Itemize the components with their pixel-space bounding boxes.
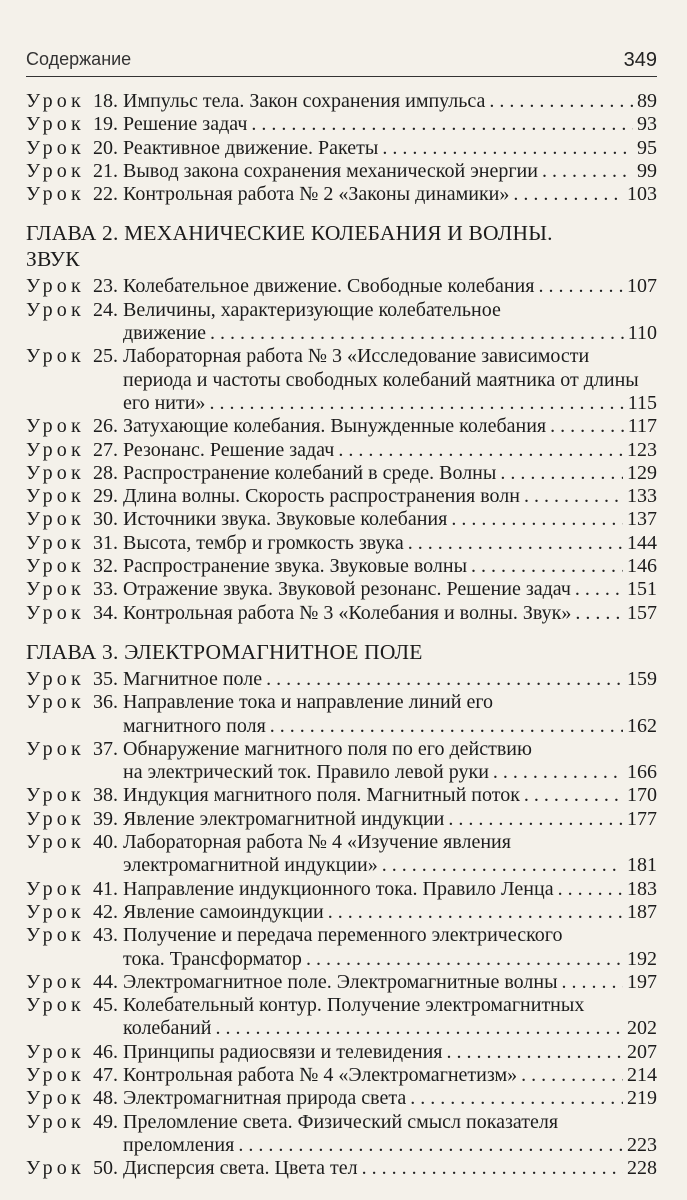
- lesson-page-number: 146: [627, 555, 657, 578]
- lesson-number: 36.: [93, 691, 118, 714]
- lesson-page-number: 123: [627, 438, 657, 461]
- lesson-number: 45.: [93, 994, 118, 1017]
- lesson-title-line: Контрольная работа № 3 «Колебания и волны. Звук»: [123, 601, 572, 624]
- toc-entry[interactable]: [26, 137, 657, 160]
- lesson-page-number: 89: [637, 90, 657, 112]
- lesson-page-number: 223: [627, 1133, 657, 1156]
- lesson-title-line: Направление тока и направление линий его: [123, 691, 494, 714]
- lesson-label: Урок: [26, 578, 85, 601]
- lesson-title-line: Высота, тембр и громкость звука: [123, 531, 404, 554]
- lesson-label: Урок: [26, 183, 85, 206]
- toc-entry[interactable]: [26, 90, 657, 113]
- dot-leader: [251, 113, 633, 136]
- lesson-page-number: 117: [627, 415, 657, 438]
- toc-entry[interactable]: [26, 668, 657, 691]
- lesson-number: 30.: [93, 508, 118, 531]
- lesson-title-line: Электромагнитное поле. Электромагнитные волны: [123, 970, 558, 993]
- lesson-page-number: 192: [627, 947, 657, 970]
- lesson-page-number: 129: [627, 461, 657, 484]
- dot-leader: [306, 948, 623, 971]
- toc-entry[interactable]: [26, 555, 657, 578]
- lesson-label: Урок: [26, 994, 85, 1017]
- lesson-label: Урок: [26, 485, 85, 508]
- toc-entry[interactable]: [26, 602, 657, 625]
- lesson-title-line: Длина волны. Скорость распространения волн: [123, 485, 520, 508]
- lesson-title-line: Магнитное поле: [123, 667, 263, 690]
- toc-entry[interactable]: [26, 971, 657, 994]
- dot-leader: [575, 602, 623, 625]
- dot-leader: [493, 761, 623, 784]
- lesson-number: 47.: [93, 1063, 118, 1086]
- lesson-number: 28.: [93, 461, 118, 484]
- toc-entry[interactable]: [26, 738, 657, 785]
- lesson-title-line: Получение и передача переменного электрического: [123, 924, 563, 947]
- lesson-number: 34.: [93, 601, 118, 624]
- lesson-label: Урок: [26, 900, 85, 923]
- toc-entry[interactable]: [26, 691, 657, 738]
- lesson-number: 50.: [93, 1157, 118, 1180]
- toc-entry[interactable]: [26, 994, 657, 1041]
- lesson-page-number: 151: [627, 578, 657, 601]
- lesson-page-number: 137: [627, 508, 657, 531]
- lesson-title-line: преломления: [123, 1133, 235, 1156]
- toc-entry[interactable]: [26, 1111, 657, 1158]
- lesson-page-number: 166: [627, 761, 657, 784]
- lesson-title-line: электромагнитной индукции»: [123, 854, 378, 877]
- toc-entry[interactable]: [26, 160, 657, 183]
- lesson-label: Урок: [26, 691, 85, 714]
- lesson-number: 32.: [93, 555, 118, 578]
- lesson-page-number: 207: [627, 1040, 657, 1063]
- lesson-page-number: 187: [627, 900, 657, 923]
- dot-leader: [215, 1017, 623, 1040]
- toc-entry[interactable]: [26, 1041, 657, 1064]
- lesson-number: 23.: [93, 275, 118, 298]
- lesson-page-number: 202: [627, 1017, 657, 1040]
- toc-entry[interactable]: [26, 113, 657, 136]
- dot-leader: [542, 160, 633, 183]
- dot-leader: [210, 322, 624, 345]
- lesson-number: 37.: [93, 737, 118, 760]
- lesson-label: Урок: [26, 737, 85, 760]
- lesson-label: Урок: [26, 298, 85, 321]
- lesson-title-line: движение: [123, 322, 207, 345]
- dot-leader: [500, 462, 623, 485]
- lesson-title-line: Лабораторная работа № 3 «Исследование зависимости: [123, 345, 590, 368]
- section-title: Содержание: [26, 49, 132, 69]
- lesson-label: Урок: [26, 438, 85, 461]
- lesson-page-number: 144: [627, 531, 657, 554]
- chapter-heading-line: ГЛАВА 3. ЭЛЕКТРОМАГНИТНОЕ ПОЛЕ: [26, 639, 423, 664]
- lesson-title-line: Распространение колебаний в среде. Волны: [123, 461, 497, 484]
- lesson-title-line: Индукция магнитного поля. Магнитный поток: [123, 784, 520, 807]
- chapter-heading: [26, 220, 657, 272]
- lesson-title-line: Принципы радиосвязи и телевидения: [123, 1040, 443, 1063]
- lesson-number: 25.: [93, 345, 118, 368]
- lesson-title-line: тока. Трансформатор: [123, 947, 302, 970]
- toc-entry[interactable]: [26, 1064, 657, 1087]
- lesson-title-line: Дисперсия света. Цвета тел: [123, 1157, 358, 1180]
- lesson-page-number: 177: [627, 807, 657, 830]
- lesson-number: 41.: [93, 877, 118, 900]
- table-of-contents: [26, 90, 657, 1180]
- lesson-label: Урок: [26, 159, 85, 182]
- lesson-page-number: 110: [627, 322, 657, 345]
- lesson-title-line: Направление индукционного тока. Правило Ленца: [123, 877, 554, 900]
- lesson-label: Урок: [26, 415, 85, 438]
- dot-leader: [538, 275, 623, 298]
- lesson-number: 40.: [93, 831, 118, 854]
- lesson-label: Урок: [26, 1157, 85, 1180]
- dot-leader: [209, 392, 623, 415]
- lesson-title-line: Колебательный контур. Получение электромагнитных: [123, 994, 585, 1017]
- toc-entry[interactable]: [26, 1087, 657, 1110]
- lesson-label: Урок: [26, 1040, 85, 1063]
- toc-entry[interactable]: [26, 485, 657, 508]
- lesson-page-number: 228: [627, 1157, 657, 1180]
- lesson-page-number: 103: [627, 183, 657, 206]
- lesson-title-line: Источники звука. Звуковые колебания: [123, 508, 448, 531]
- lesson-label: Урок: [26, 807, 85, 830]
- toc-entry[interactable]: [26, 1157, 657, 1180]
- lesson-title-line: Решение задач: [123, 113, 248, 136]
- running-header: [26, 48, 657, 77]
- lesson-page-number: 99: [637, 159, 657, 182]
- toc-entry[interactable]: [26, 901, 657, 924]
- lesson-label: Урок: [26, 601, 85, 624]
- lesson-label: Урок: [26, 970, 85, 993]
- lesson-title-line: магнитного поля: [123, 714, 266, 737]
- lesson-title-line: Контрольная работа № 4 «Электромагнетизм»: [123, 1063, 518, 1086]
- lesson-title-line: Лабораторная работа № 4 «Изучение явления: [123, 831, 511, 854]
- lesson-page-number: 181: [627, 854, 657, 877]
- lesson-title-line: Отражение звука. Звуковой резонанс. Решение задач: [123, 578, 571, 601]
- lesson-title-line: Вывод закона сохранения механической энергии: [123, 159, 538, 182]
- toc-entry[interactable]: [26, 784, 657, 807]
- lesson-title-line: Импульс тела. Закон сохранения импульса: [123, 90, 486, 112]
- lesson-page-number: 170: [627, 784, 657, 807]
- lesson-number: 33.: [93, 578, 118, 601]
- lesson-label: Урок: [26, 275, 85, 298]
- lesson-number: 38.: [93, 784, 118, 807]
- lesson-label: Урок: [26, 1087, 85, 1110]
- lesson-number: 26.: [93, 415, 118, 438]
- lesson-title-line: Контрольная работа № 2 «Законы динамики»: [123, 183, 510, 206]
- lesson-number: 42.: [93, 900, 118, 923]
- toc-entry[interactable]: [26, 508, 657, 531]
- lesson-title-line: Электромагнитная природа света: [123, 1087, 407, 1110]
- lesson-label: Урок: [26, 784, 85, 807]
- lesson-title-line: периода и частоты свободных колебаний маятника от длины: [123, 368, 639, 391]
- lesson-title-line: Обнаружение магнитного поля по его действию: [123, 737, 532, 760]
- lesson-page-number: 162: [627, 714, 657, 737]
- lesson-number: 35.: [93, 667, 118, 690]
- lesson-label: Урок: [26, 924, 85, 947]
- dot-leader: [471, 555, 623, 578]
- toc-entry[interactable]: [26, 831, 657, 878]
- lesson-number: 29.: [93, 485, 118, 508]
- lesson-label: Урок: [26, 531, 85, 554]
- dot-leader: [575, 578, 623, 601]
- toc-entry[interactable]: [26, 532, 657, 555]
- lesson-number: 46.: [93, 1040, 118, 1063]
- lesson-number: 31.: [93, 531, 118, 554]
- dot-leader: [489, 90, 633, 113]
- lesson-page-number: 133: [627, 485, 657, 508]
- lesson-page-number: 107: [627, 275, 657, 298]
- dot-leader: [362, 1157, 623, 1180]
- dot-leader: [270, 715, 623, 738]
- lesson-number: 49.: [93, 1110, 118, 1133]
- dot-leader: [266, 668, 623, 691]
- lesson-page-number: 95: [637, 136, 657, 159]
- toc-entry[interactable]: [26, 183, 657, 206]
- lesson-page-number: 219: [627, 1087, 657, 1110]
- lesson-label: Урок: [26, 667, 85, 690]
- dot-leader: [382, 137, 633, 160]
- lesson-label: Урок: [26, 461, 85, 484]
- chapter-heading: [26, 639, 657, 665]
- chapter-heading-line: ЗВУК: [26, 247, 80, 272]
- lesson-label: Урок: [26, 555, 85, 578]
- lesson-label: Урок: [26, 113, 85, 136]
- lesson-title-line: колебаний: [123, 1017, 212, 1040]
- lesson-label: Урок: [26, 345, 85, 368]
- lesson-label: Урок: [26, 136, 85, 159]
- lesson-title-line: Преломление света. Физический смысл показателя: [123, 1110, 559, 1133]
- toc-entry[interactable]: [26, 439, 657, 462]
- lesson-title-line: Затухающие колебания. Вынужденные колебания: [123, 415, 547, 438]
- lesson-label: Урок: [26, 508, 85, 531]
- lesson-page-number: 157: [627, 601, 657, 624]
- lesson-number: 22.: [93, 183, 118, 206]
- dot-leader: [513, 183, 623, 206]
- lesson-title-line: Реактивное движение. Ракеты: [123, 136, 379, 159]
- lesson-number: 20.: [93, 136, 118, 159]
- lesson-label: Урок: [26, 1110, 85, 1133]
- lesson-number: 27.: [93, 438, 118, 461]
- dot-leader: [408, 532, 623, 555]
- lesson-label: Урок: [26, 877, 85, 900]
- dot-leader: [524, 784, 623, 807]
- lesson-title-line: его нити»: [123, 391, 206, 414]
- toc-entry[interactable]: [26, 878, 657, 901]
- dot-leader: [447, 1041, 624, 1064]
- lesson-number: 39.: [93, 807, 118, 830]
- lesson-page-number: 159: [627, 667, 657, 690]
- chapter-heading-line: ГЛАВА 2. МЕХАНИЧЕСКИЕ КОЛЕБАНИЯ И ВОЛНЫ.: [26, 221, 553, 246]
- dot-leader: [410, 1087, 623, 1110]
- page-number: 349: [623, 49, 657, 71]
- lesson-page-number: 197: [627, 970, 657, 993]
- lesson-title-line: Величины, характеризующие колебательное: [123, 298, 501, 321]
- lesson-number: 44.: [93, 970, 118, 993]
- toc-entry[interactable]: [26, 808, 657, 831]
- toc-entry[interactable]: [26, 415, 657, 438]
- toc-entry[interactable]: [26, 462, 657, 485]
- lesson-label: Урок: [26, 1063, 85, 1086]
- dot-leader: [338, 439, 623, 462]
- lesson-label: Урок: [26, 831, 85, 854]
- lesson-number: 19.: [93, 113, 118, 136]
- dot-leader: [521, 1064, 623, 1087]
- toc-entry[interactable]: [26, 345, 657, 415]
- toc-entry[interactable]: [26, 275, 657, 298]
- toc-entry[interactable]: [26, 924, 657, 971]
- dot-leader: [550, 415, 624, 438]
- dot-leader: [451, 508, 623, 531]
- dot-leader: [382, 854, 623, 877]
- lesson-number: 48.: [93, 1087, 118, 1110]
- lesson-title-line: Явление самоиндукции: [123, 900, 324, 923]
- lesson-label: Урок: [26, 90, 85, 112]
- lesson-title-line: Колебательное движение. Свободные колебания: [123, 275, 535, 298]
- dot-leader: [238, 1134, 623, 1157]
- dot-leader: [558, 878, 623, 901]
- lesson-page-number: 214: [627, 1063, 657, 1086]
- lesson-title-line: Явление электромагнитной индукции: [123, 807, 445, 830]
- lesson-number: 24.: [93, 298, 118, 321]
- lesson-title-line: на электрический ток. Правило левой руки: [123, 761, 489, 784]
- toc-entry[interactable]: [26, 299, 657, 346]
- dot-leader: [328, 901, 623, 924]
- lesson-page-number: 115: [627, 391, 657, 414]
- lesson-title-line: Резонанс. Решение задач: [123, 438, 335, 461]
- lesson-page-number: 183: [627, 877, 657, 900]
- dot-leader: [562, 971, 623, 994]
- lesson-page-number: 93: [637, 113, 657, 136]
- lesson-title-line: Распространение звука. Звуковые волны: [123, 555, 468, 578]
- toc-entry[interactable]: [26, 578, 657, 601]
- lesson-number: 18.: [93, 90, 118, 112]
- dot-leader: [524, 485, 623, 508]
- lesson-number: 21.: [93, 159, 118, 182]
- dot-leader: [448, 808, 623, 831]
- lesson-number: 43.: [93, 924, 118, 947]
